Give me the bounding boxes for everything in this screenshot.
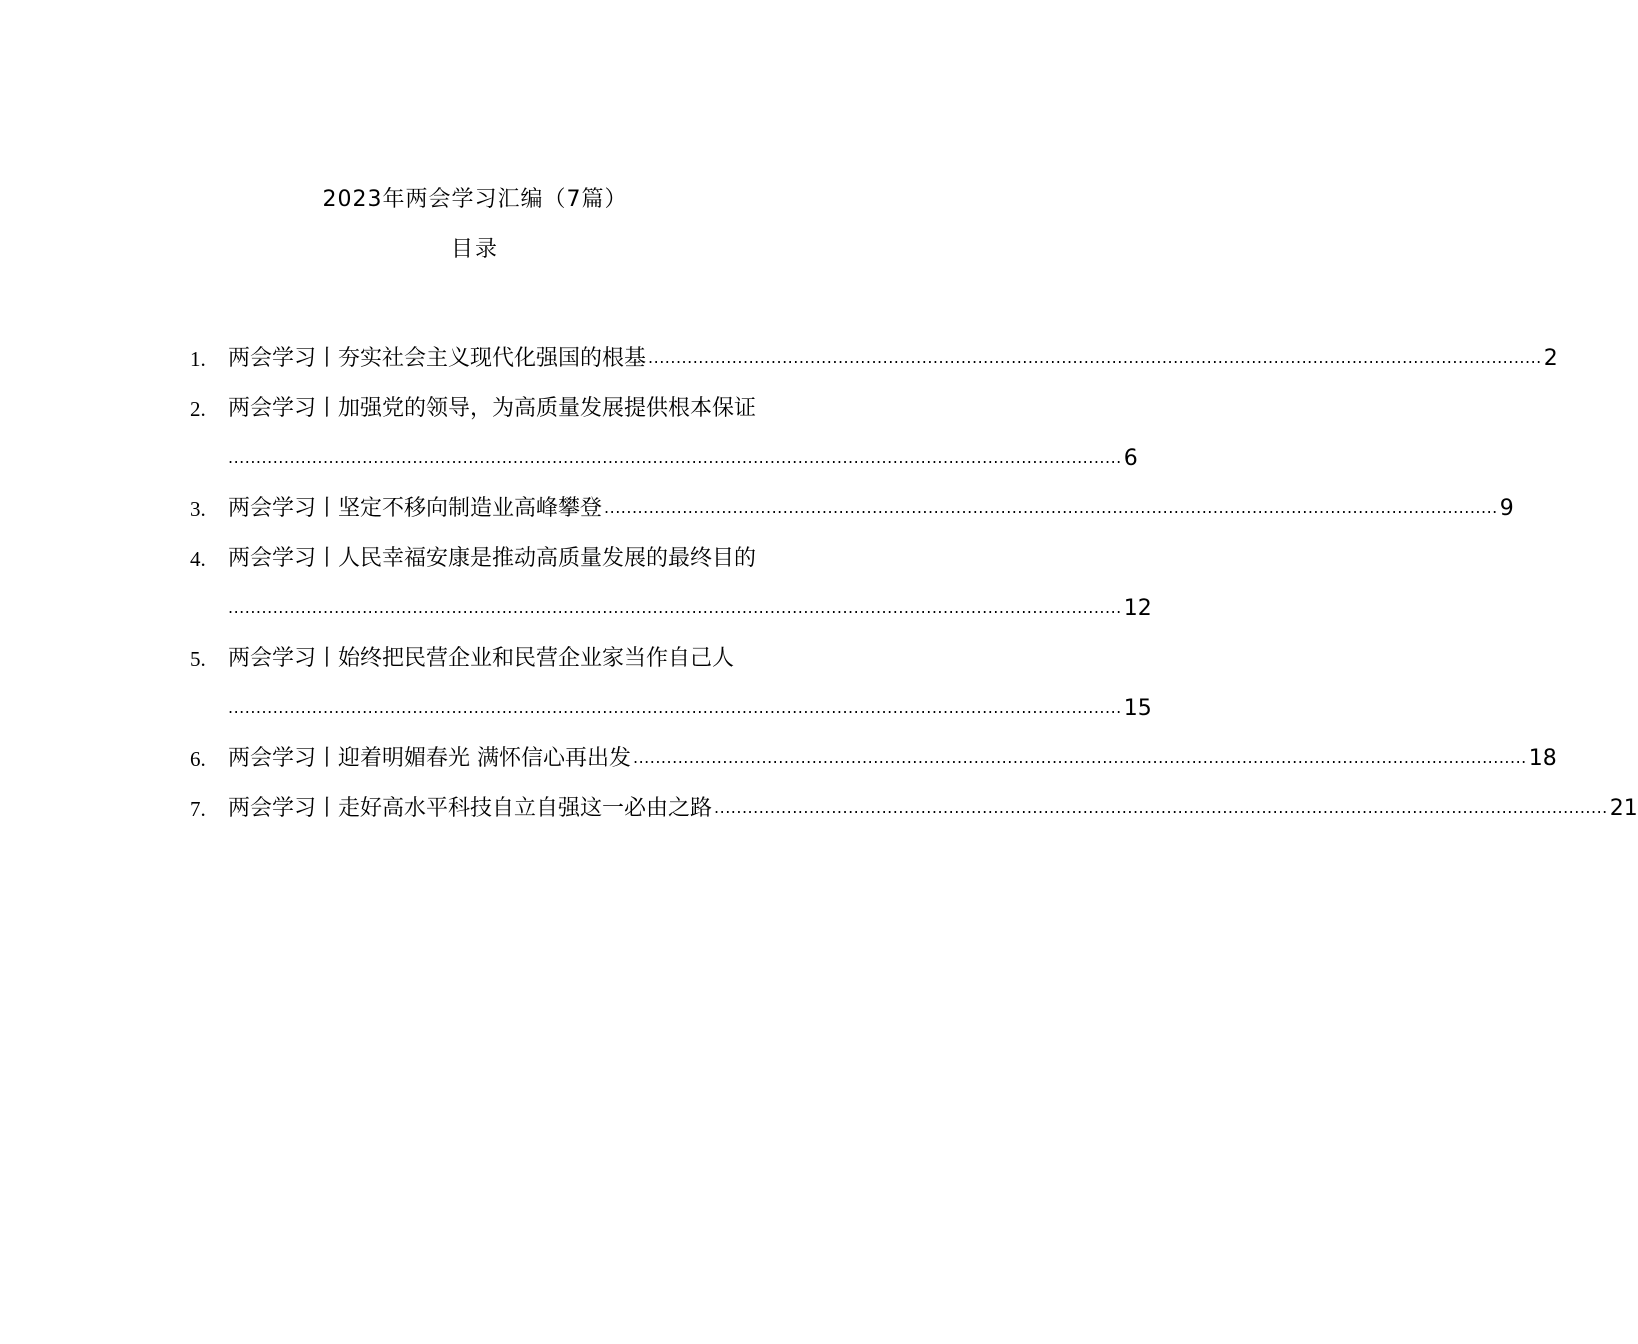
toc-entry-number: 3. (190, 497, 206, 521)
toc-entry-3[interactable] (190, 484, 1514, 534)
toc-entry-page: 9 (1499, 496, 1514, 521)
toc-entry-4-continuation[interactable] (190, 584, 1152, 634)
toc-entry-title: 两会学习丨人民幸福安康是推动高质量发展的最终目的 (228, 546, 757, 571)
toc-leader-dots (228, 592, 1122, 634)
document-title: 2023年两会学习汇编（7篇） (322, 187, 628, 212)
toc-entry-2-continuation[interactable] (190, 434, 1138, 484)
toc-entry-page: 12 (1123, 596, 1152, 621)
toc-entry-7[interactable] (190, 784, 1638, 834)
toc-entry-page: 2 (1543, 346, 1558, 371)
toc-entry-5-continuation[interactable] (190, 684, 1152, 734)
toc-entry-page: 21 (1609, 796, 1638, 821)
toc-entry-title: 两会学习丨坚定不移向制造业高峰攀登 (228, 496, 603, 521)
toc-entry-5[interactable] (190, 634, 806, 684)
toc-leader-dots (648, 342, 1542, 384)
toc-entry-title: 两会学习丨走好高水平科技自立自强这一必由之路 (228, 796, 713, 821)
toc-entry-4[interactable] (190, 534, 806, 584)
toc-entry-title: 两会学习丨加强党的领导，为高质量发展提供根本保证 (228, 396, 757, 421)
toc-entry-number: 1. (190, 347, 206, 371)
toc-entry-number: 2. (190, 397, 206, 421)
toc-leader-dots (228, 692, 1122, 734)
toc-leader-dots (714, 792, 1608, 834)
toc-entry-number: 6. (190, 747, 206, 771)
toc-entry-number: 7. (190, 797, 206, 821)
toc-entry-number: 5. (190, 647, 206, 671)
toc-entry-page: 15 (1123, 696, 1152, 721)
table-of-contents (190, 334, 1638, 834)
toc-heading: 目录 (450, 237, 499, 262)
toc-entry-1[interactable] (190, 334, 1558, 384)
toc-entry-number: 4. (190, 547, 206, 571)
toc-leader-dots (604, 492, 1498, 534)
toc-entry-page: 6 (1123, 446, 1138, 471)
toc-entry-6[interactable] (190, 734, 1557, 784)
toc-entry-title: 两会学习丨迎着明媚春光 满怀信心再出发 (228, 746, 631, 771)
toc-entry-title: 两会学习丨夯实社会主义现代化强国的根基 (228, 346, 647, 371)
toc-leader-dots (228, 442, 1122, 484)
toc-entry-page: 18 (1528, 746, 1557, 771)
toc-entry-2[interactable] (190, 384, 806, 434)
toc-leader-dots (633, 742, 1527, 784)
toc-entry-title: 两会学习丨始终把民营企业和民营企业家当作自己人 (228, 646, 735, 671)
